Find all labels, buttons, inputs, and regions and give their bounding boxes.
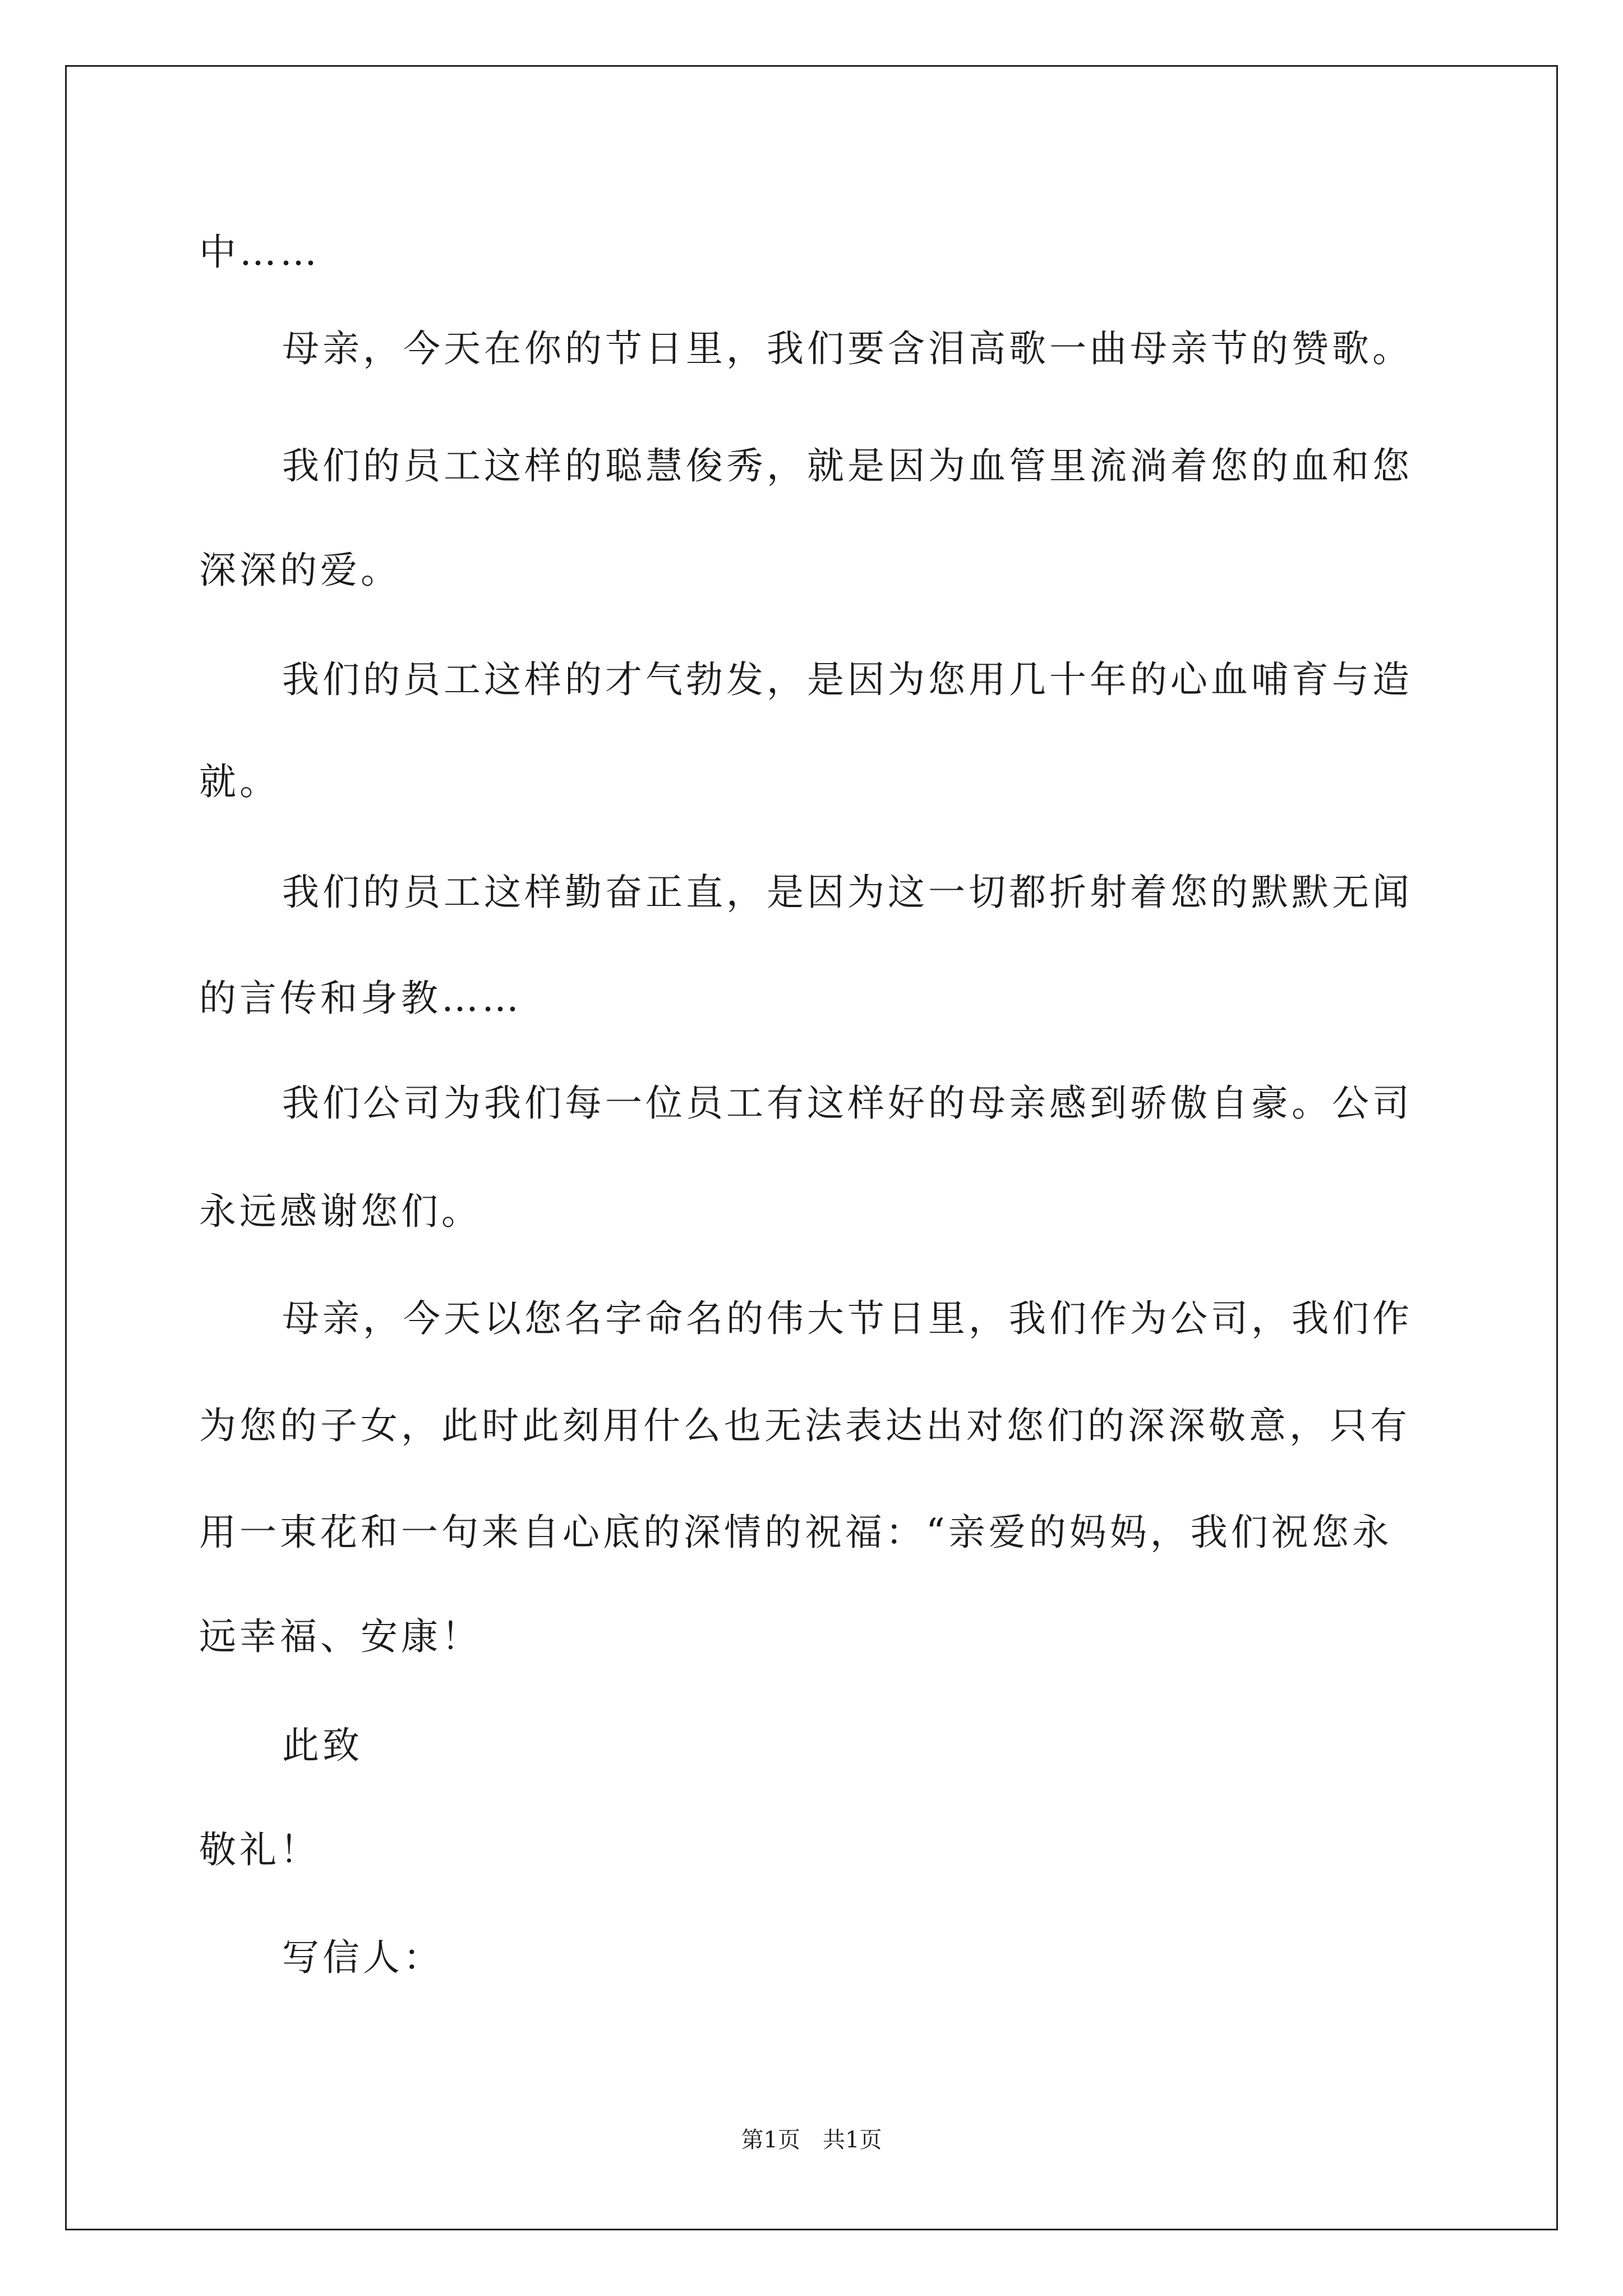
text-line-6: 就。 — [199, 760, 280, 803]
text-line-9: 我们公司为我们每一位员工有这样好的母亲感到骄傲自豪。公司 — [282, 1082, 1413, 1125]
text-line-13: 用一束花和一句来自心底的深情的祝福：“亲爱的妈妈，我们祝您永 — [199, 1511, 1393, 1554]
text-line-3: 我们的员工这样的聪慧俊秀，就是因为血管里流淌着您的血和您 — [282, 444, 1413, 487]
text-line-15: 此致 — [282, 1724, 363, 1767]
text-line-2: 母亲，今天在你的节日里，我们要含泪高歌一曲母亲节的赞歌。 — [282, 327, 1413, 370]
text-line-4: 深深的爱。 — [199, 549, 401, 592]
text-line-12: 为您的子女，此时此刻用什么也无法表达出对您们的深深敬意，只有 — [199, 1404, 1410, 1447]
text-line-16: 敬礼！ — [199, 1828, 320, 1871]
text-line-14: 远幸福、安康！ — [199, 1615, 482, 1658]
text-line-7: 我们的员工这样勤奋正直，是因为这一切都折射着您的默默无闻 — [282, 871, 1413, 914]
text-line-11: 母亲，今天以您名字命名的伟大节日里，我们作为公司，我们作 — [282, 1297, 1413, 1340]
text-line-5: 我们的员工这样的才气勃发，是因为您用几十年的心血哺育与造 — [282, 658, 1413, 701]
text-line-17: 写信人： — [282, 1936, 444, 1979]
page-border — [65, 65, 1558, 2230]
page-number-footer: 第1页 共1页 — [741, 2127, 882, 2153]
text-line-10: 永远感谢您们。 — [199, 1190, 482, 1233]
text-line-8: 的言传和身教…… — [199, 977, 522, 1020]
text-line-1: 中…… — [199, 231, 320, 274]
